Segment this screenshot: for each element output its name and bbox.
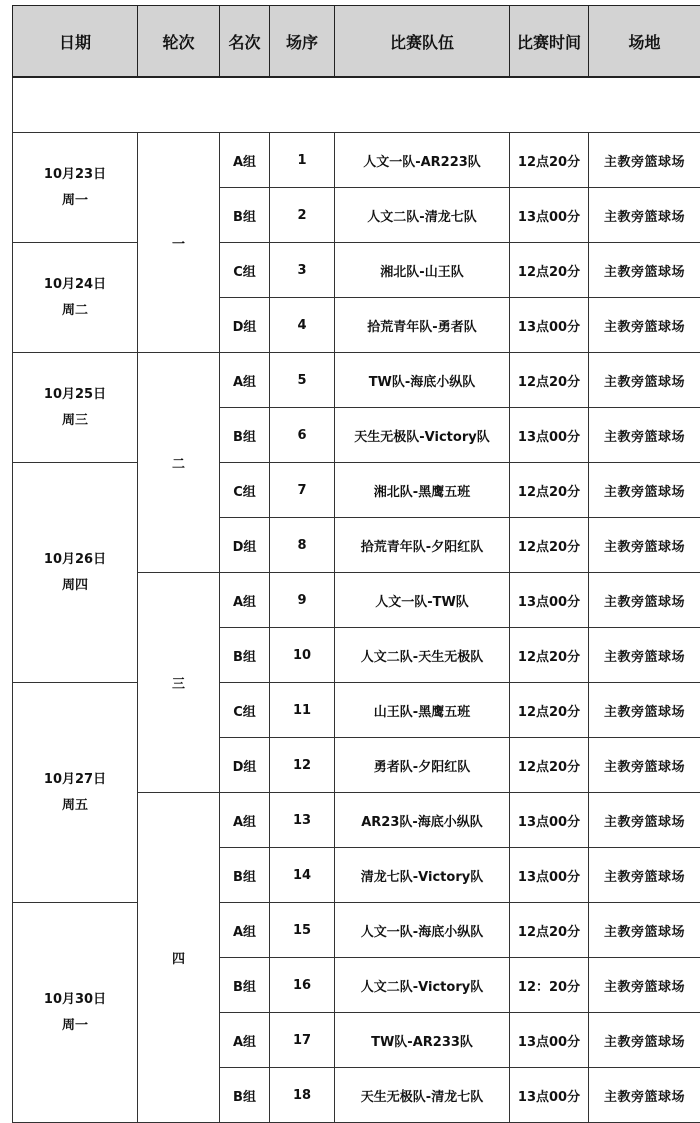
order-cell: 12 [270,738,335,793]
teams-cell: 湘北队-山王队 [335,243,510,298]
time-cell: 12点20分 [510,463,589,518]
group-cell: B组 [220,848,270,903]
group-cell: C组 [220,683,270,738]
date-weekday: 周三 [13,408,137,434]
group-cell: A组 [220,793,270,848]
teams-cell: 湘北队-黑鹰五班 [335,463,510,518]
date-day: 10月27日 [13,767,137,793]
teams-cell: 勇者队-夕阳红队 [335,738,510,793]
round-cell: 一 [138,133,220,353]
venue-cell: 主教旁篮球场 [589,243,700,298]
table-row [13,353,700,408]
time-cell: 12点20分 [510,738,589,793]
date-day: 10月30日 [13,987,137,1013]
order-cell: 13 [270,793,335,848]
order-cell: 15 [270,903,335,958]
teams-cell: TW队-AR233队 [335,1013,510,1068]
time-cell: 13点00分 [510,1013,589,1068]
venue-cell: 主教旁篮球场 [589,463,700,518]
group-cell: C组 [220,463,270,518]
order-cell: 17 [270,1013,335,1068]
venue-cell: 主教旁篮球场 [589,188,700,243]
order-cell: 1 [270,133,335,188]
round-cell: 四 [138,793,220,1123]
date-weekday: 周一 [13,188,137,214]
time-cell: 13点00分 [510,573,589,628]
time-cell: 13点00分 [510,188,589,243]
round-cell: 二 [138,353,220,573]
teams-cell: 人文一队-TW队 [335,573,510,628]
header-teams: 比赛队伍 [335,6,510,78]
time-cell: 12点20分 [510,353,589,408]
order-cell: 14 [270,848,335,903]
teams-cell: 人文一队-海底小纵队 [335,903,510,958]
teams-cell: 人文二队-天生无极队 [335,628,510,683]
order-cell: 11 [270,683,335,738]
order-cell: 7 [270,463,335,518]
venue-cell: 主教旁篮球场 [589,408,700,463]
group-cell: B组 [220,188,270,243]
schedule-table [12,5,700,1123]
time-cell: 13点00分 [510,408,589,463]
teams-cell: 拾荒青年队-勇者队 [335,298,510,353]
date-cell [13,353,138,463]
header-group: 名次 [220,6,270,78]
header-date: 日期 [13,6,138,78]
order-cell: 3 [270,243,335,298]
group-cell: A组 [220,903,270,958]
group-cell: B组 [220,628,270,683]
date-day: 10月23日 [13,162,137,188]
order-cell: 4 [270,298,335,353]
time-cell: 12点20分 [510,683,589,738]
time-cell: 12点20分 [510,903,589,958]
order-cell: 9 [270,573,335,628]
order-cell: 18 [270,1068,335,1123]
header-time: 比赛时间 [510,6,589,78]
venue-cell: 主教旁篮球场 [589,1068,700,1123]
teams-cell: 天生无极队-清龙七队 [335,1068,510,1123]
teams-cell: 拾荒青年队-夕阳红队 [335,518,510,573]
table-row [13,463,700,518]
round-cell: 三 [138,573,220,793]
date-weekday: 周一 [13,1013,137,1039]
table-row [13,903,700,958]
time-cell: 13点00分 [510,793,589,848]
date-day: 10月25日 [13,382,137,408]
teams-cell: AR23队-海底小纵队 [335,793,510,848]
venue-cell: 主教旁篮球场 [589,738,700,793]
order-cell: 6 [270,408,335,463]
venue-cell: 主教旁篮球场 [589,298,700,353]
table-row [13,683,700,738]
teams-cell: 山王队-黑鹰五班 [335,683,510,738]
date-cell [13,463,138,683]
date-cell [13,903,138,1123]
teams-cell: 人文一队-AR223队 [335,133,510,188]
group-cell: D组 [220,518,270,573]
group-cell: A组 [220,353,270,408]
time-cell: 13点00分 [510,298,589,353]
header-order: 场序 [270,6,335,78]
group-cell: A组 [220,573,270,628]
group-cell: D组 [220,738,270,793]
date-weekday: 周五 [13,793,137,819]
group-cell: B组 [220,1068,270,1123]
order-cell: 16 [270,958,335,1013]
date-weekday: 周二 [13,298,137,324]
venue-cell: 主教旁篮球场 [589,1013,700,1068]
group-cell: D组 [220,298,270,353]
venue-cell: 主教旁篮球场 [589,793,700,848]
header-row [13,6,700,78]
date-weekday: 周四 [13,573,137,599]
order-cell: 10 [270,628,335,683]
order-cell: 8 [270,518,335,573]
teams-cell: 天生无极队-Victory队 [335,408,510,463]
venue-cell: 主教旁篮球场 [589,848,700,903]
time-cell: 13点00分 [510,848,589,903]
order-cell: 2 [270,188,335,243]
header-venue: 场地 [589,6,700,78]
order-cell: 5 [270,353,335,408]
time-cell: 12点20分 [510,518,589,573]
date-cell [13,683,138,903]
date-cell [13,243,138,353]
group-cell: B组 [220,408,270,463]
group-cell: A组 [220,1013,270,1068]
table-row [13,243,700,298]
time-cell: 12点20分 [510,628,589,683]
table-row [13,133,700,188]
teams-cell: 人文二队-清龙七队 [335,188,510,243]
group-cell: A组 [220,133,270,188]
time-cell: 12点20分 [510,133,589,188]
time-cell: 12：20分 [510,958,589,1013]
venue-cell: 主教旁篮球场 [589,133,700,188]
venue-cell: 主教旁篮球场 [589,573,700,628]
venue-cell: 主教旁篮球场 [589,958,700,1013]
date-day: 10月24日 [13,272,137,298]
time-cell: 12点20分 [510,243,589,298]
teams-cell: 清龙七队-Victory队 [335,848,510,903]
venue-cell: 主教旁篮球场 [589,353,700,408]
group-cell: B组 [220,958,270,1013]
venue-cell: 主教旁篮球场 [589,518,700,573]
header-round: 轮次 [138,6,220,78]
teams-cell: 人文二队-Victory队 [335,958,510,1013]
date-day: 10月26日 [13,547,137,573]
time-cell: 13点00分 [510,1068,589,1123]
teams-cell: TW队-海底小纵队 [335,353,510,408]
group-cell: C组 [220,243,270,298]
venue-cell: 主教旁篮球场 [589,683,700,738]
venue-cell: 主教旁篮球场 [589,903,700,958]
date-cell [13,133,138,243]
venue-cell: 主教旁篮球场 [589,628,700,683]
